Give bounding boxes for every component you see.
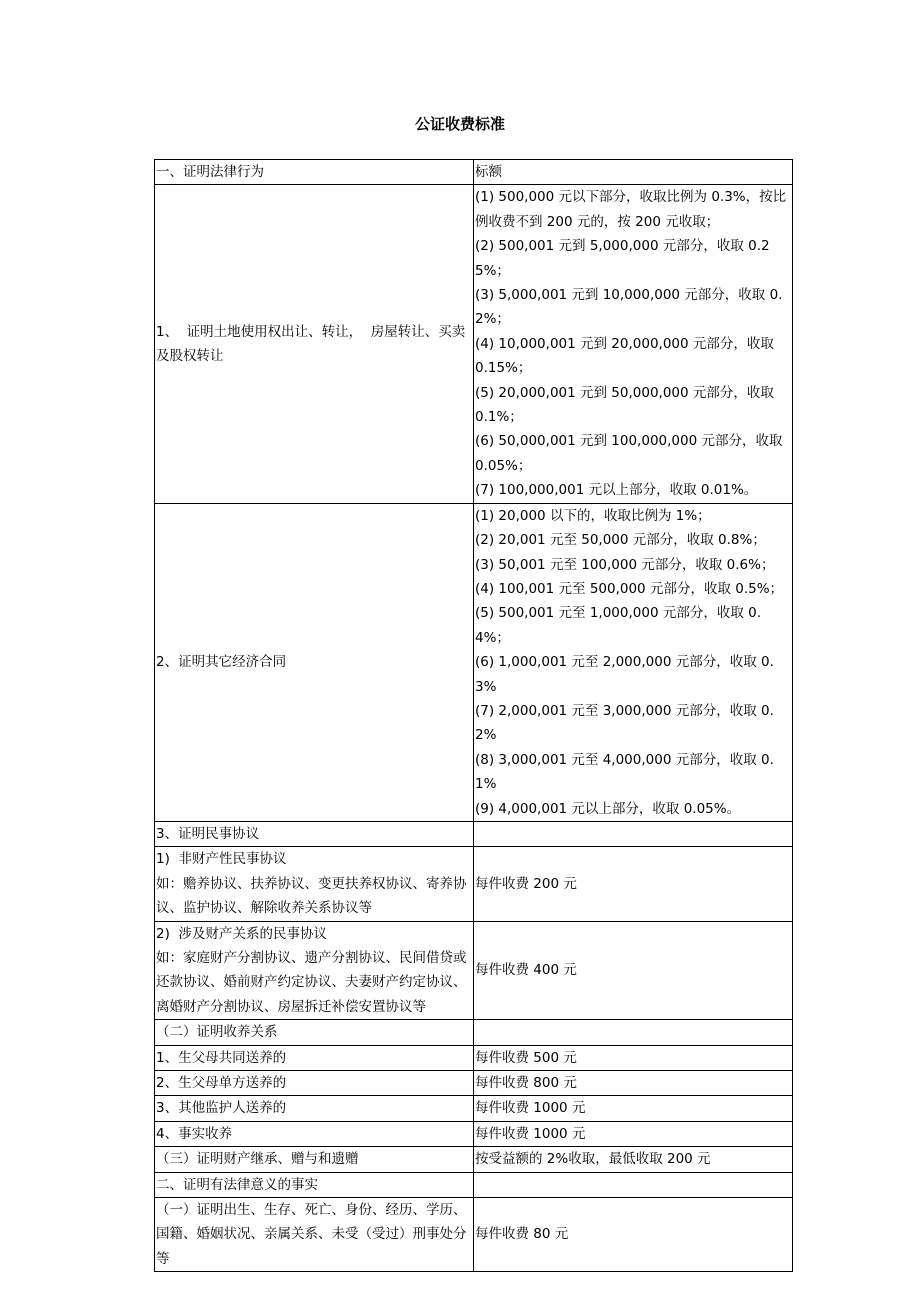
fee-line: (4) 10,000,001 元到 20,000,000 元部分，收取 0.15%； — [475, 335, 779, 377]
item-cell: 2) 涉及财产关系的民事协议 如：家庭财产分割协议、遗产分割协议、民间借贷或还款协议、婚前财产约定协议、夫妻财产约定协议、离婚财产分割协议、房屋拆迁补偿安置协议等 — [155, 921, 474, 1020]
table-row — [155, 1045, 793, 1070]
fee-cell — [474, 1172, 793, 1197]
fee-line: 标额 — [475, 164, 502, 180]
fee-line: 每件收费 200 元 — [475, 875, 577, 892]
item-cell: （一）证明出生、生存、死亡、身份、经历、学历、国籍、婚姻状况、亲属关系、未受（受过）刑事处分等 — [155, 1198, 474, 1272]
table-row — [155, 185, 793, 503]
fee-line: (1) 20,000 以下的，收取比例为 1%； — [475, 507, 711, 524]
fee-cell — [474, 160, 793, 185]
item-cell: （三）证明财产继承、赠与和遗赠 — [155, 1147, 474, 1172]
fee-table — [154, 159, 793, 1272]
fee-line: (6) 1,000,001 元至 2,000,000 元部分，收取 0.3% — [475, 654, 774, 695]
fee-cell — [474, 847, 793, 921]
item-cell: （二）证明收养关系 — [155, 1020, 474, 1045]
fee-line: (4) 100,001 元至 500,000 元部分，收取 0.5%； — [475, 580, 784, 597]
table-row — [155, 1121, 793, 1146]
fee-line: (7) 2,000,001 元至 3,000,000 元部分，收取 0.2% — [475, 702, 774, 744]
fee-cell — [474, 1045, 793, 1070]
fee-line: (9) 4,000,001 元以上部分，收取 0.05%。 — [475, 800, 741, 817]
fee-cell — [474, 1020, 793, 1045]
fee-cell — [474, 1198, 793, 1272]
fee-line: (7) 100,000,001 元以上部分，收取 0.01%。 — [475, 482, 758, 499]
fee-line: (5) 20,000,001 元到 50,000,000 元部分，收取 0.1%； — [475, 384, 779, 426]
fee-cell — [474, 185, 793, 503]
item-cell: 1) 非财产性民事协议 如：赡养协议、扶养协议、变更扶养权协议、寄养协议、监护协议、解除收养关系协议等 — [155, 847, 474, 921]
fee-line: 每件收费 80 元 — [475, 1226, 569, 1243]
fee-line: (2) 20,001 元至 50,000 元部分，收取 0.8%； — [475, 532, 766, 549]
fee-cell — [474, 1121, 793, 1146]
table-row — [155, 1147, 793, 1172]
item-cell: 2、证明其它经济合同 — [155, 503, 474, 821]
fee-line: (8) 3,000,001 元至 4,000,000 元部分，收取 0.1% — [475, 751, 774, 793]
fee-table-body — [155, 160, 793, 1272]
fee-cell — [474, 821, 793, 846]
fee-cell — [474, 921, 793, 1020]
fee-line: (2) 500,001 元到 5,000,000 元部分，收取 0.25%； — [475, 238, 770, 279]
table-row — [155, 847, 793, 921]
item-cell: 4、事实收养 — [155, 1121, 474, 1146]
item-cell: 3、其他监护人送养的 — [155, 1096, 474, 1121]
table-row — [155, 1198, 793, 1272]
item-cell: 二、证明有法律意义的事实 — [155, 1172, 474, 1197]
fee-line: (3) 5,000,001 元到 10,000,000 元部分，收取 0.2%； — [475, 287, 783, 328]
table-row — [155, 1172, 793, 1197]
table-row — [155, 1020, 793, 1045]
fee-line: (1) 500,000 元以下部分，收取比例为 0.3%，按比例收费不到 200 元的，按 200 元收取； — [475, 189, 787, 230]
fee-cell — [474, 1096, 793, 1121]
fee-line: 按受益额的 2%收取，最低收取 200 元 — [475, 1151, 711, 1168]
table-row — [155, 160, 793, 185]
fee-line: 每件收费 1000 元 — [475, 1100, 586, 1117]
fee-line: 每件收费 1000 元 — [475, 1125, 586, 1142]
item-cell: 一、证明法律行为 — [155, 160, 474, 185]
fee-line: (6) 50,000,001 元到 100,000,000 元部分，收取 0.05%； — [475, 433, 787, 474]
fee-line: 每件收费 500 元 — [475, 1049, 577, 1066]
fee-line: (5) 500,001 元至 1,000,000 元部分，收取 0.4%； — [475, 605, 761, 646]
table-row — [155, 821, 793, 846]
fee-line: (3) 50,001 元至 100,000 元部分，收取 0.6%； — [475, 556, 775, 573]
table-row — [155, 1071, 793, 1096]
fee-cell — [474, 1147, 793, 1172]
table-row — [155, 503, 793, 821]
table-row — [155, 1096, 793, 1121]
fee-cell — [474, 1071, 793, 1096]
fee-line: 每件收费 800 元 — [475, 1075, 577, 1092]
item-cell: 2、生父母单方送养的 — [155, 1071, 474, 1096]
fee-line: 每件收费 400 元 — [475, 962, 577, 979]
page-title: 公证收费标准 — [414, 115, 505, 133]
fee-cell — [474, 503, 793, 821]
item-cell: 3、证明民事协议 — [155, 821, 474, 846]
item-cell: 1、 证明土地使用权出让、转让， 房屋转让、买卖及股权转让 — [155, 185, 474, 503]
item-cell: 1、生父母共同送养的 — [155, 1045, 474, 1070]
table-row — [155, 921, 793, 1020]
